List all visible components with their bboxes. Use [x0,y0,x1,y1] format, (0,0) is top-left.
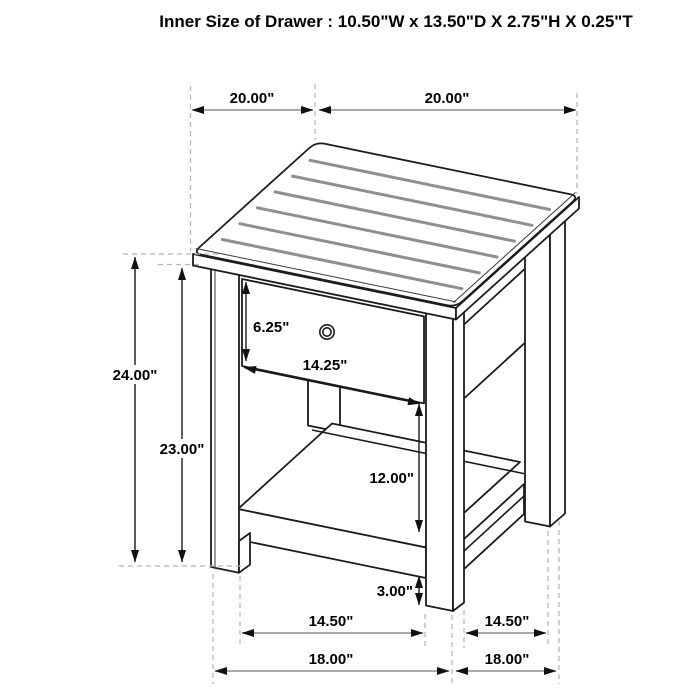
dim-label-shelf-floor-clearance: 3.00" [376,583,413,600]
dimension-top-width [192,90,313,110]
dimension-side-inner-span [466,613,546,633]
dim-label-side-outer-depth: 18.00" [484,651,530,668]
front-right-leg-side-face [453,310,464,611]
dim-label-front-outer-width: 18.00" [308,651,354,668]
back-right-leg-front-face [525,225,550,527]
front-right-leg-face [426,313,453,611]
front-left-foot-side [239,533,250,573]
dimension-underside-height [155,268,209,562]
dim-label-overall-height: 24.00" [112,367,158,384]
dim-label-front-inner-span: 14.50" [308,613,354,630]
dim-label-side-inner-span: 14.50" [484,613,530,630]
dim-label-top-depth: 20.00" [424,90,470,107]
dimension-side-outer-depth [456,651,556,671]
dimension-top-depth [319,90,576,110]
dim-label-underside-height: 23.00" [159,441,205,458]
lower-shelf [238,424,524,579]
dim-label-drawer-width: 14.25" [302,357,348,374]
page-title: Inner Size of Drawer : 10.50"W x 13.50"D X 2.75"H X 0.25"T [159,12,633,31]
dim-label-shelf-clearance: 12.00" [369,470,414,487]
end-table-drawing [193,143,579,611]
dimension-front-inner-span [242,613,423,633]
dimension-overall-height [108,257,162,562]
back-right-leg [525,216,565,527]
front-right-leg [426,310,464,611]
dim-label-top-width: 20.00" [229,90,275,107]
dim-label-drawer-height: 6.25" [253,319,290,336]
dimension-shelf-floor-clearance [377,576,419,605]
dimension-front-outer-width [215,651,449,671]
back-right-leg-side-face [550,216,565,527]
